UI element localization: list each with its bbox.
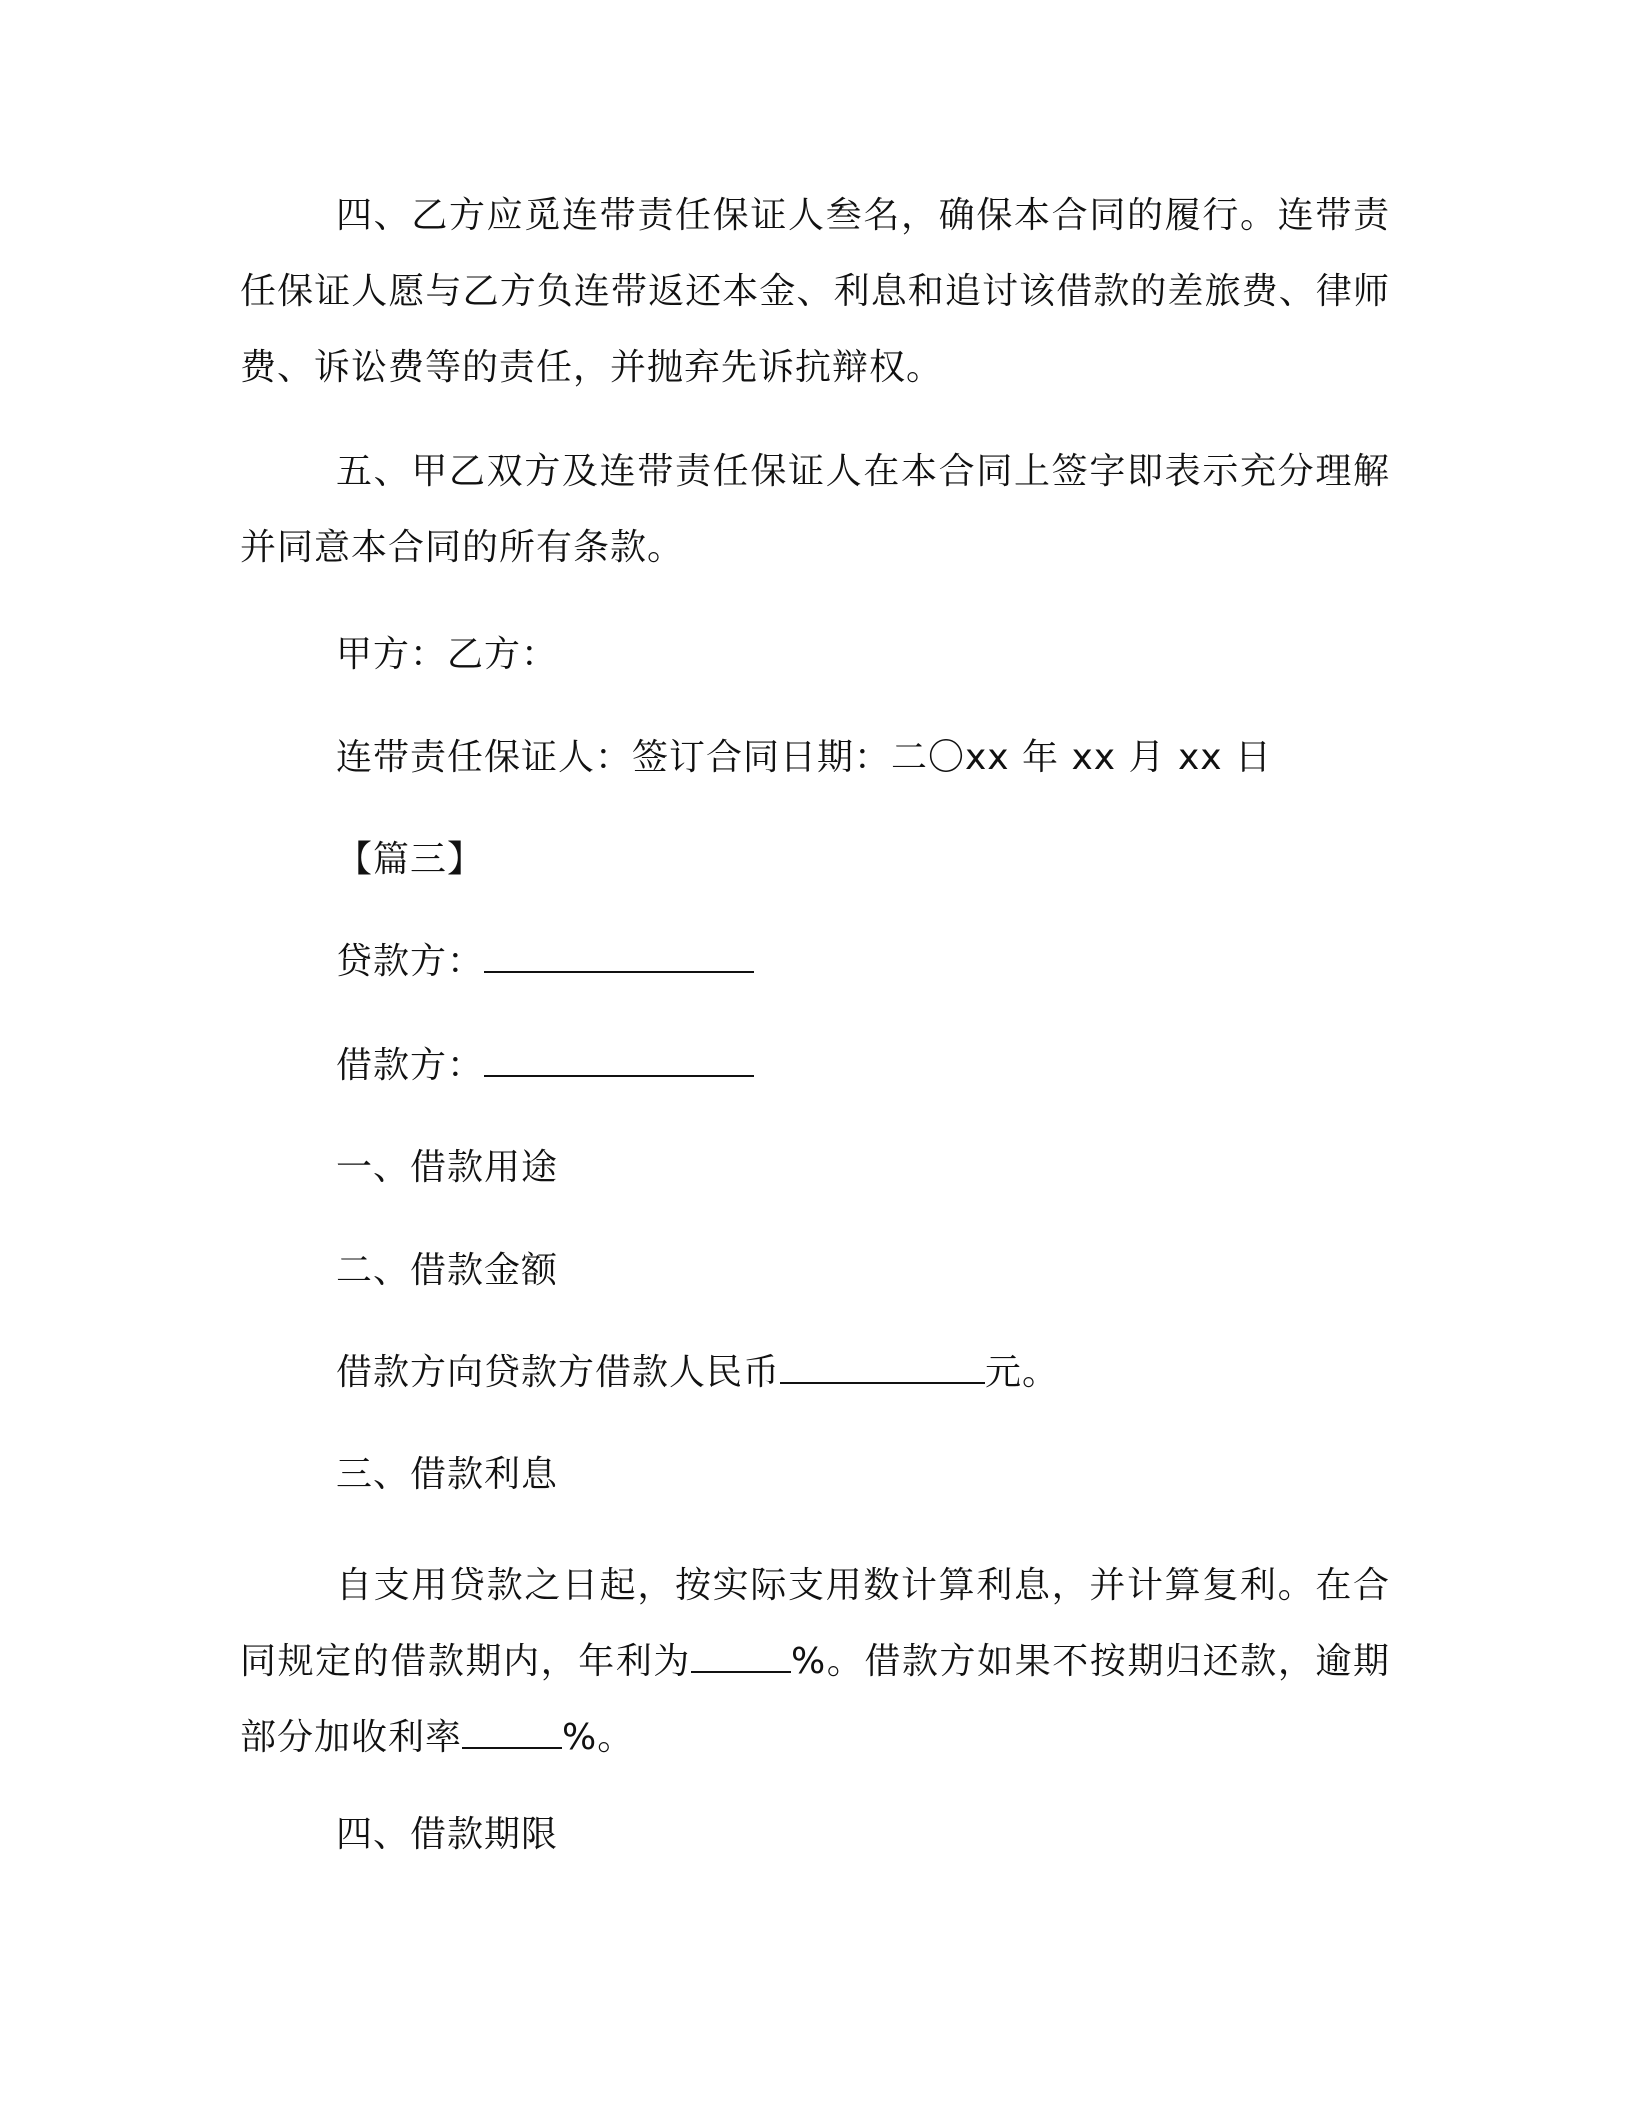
lender-label: 贷款方： xyxy=(336,941,485,982)
interest-text-1: 自支用贷款之日起，按实际支用数计算利息，并计算复利。在合同规定的借款期内，年利为 xyxy=(240,1565,1390,1682)
borrower-blank xyxy=(484,1041,754,1077)
interest-paragraph xyxy=(240,1548,1390,1776)
section-title: 【篇三】 xyxy=(336,839,485,880)
clause-four-paragraph: 四、乙方应觅连带责任保证人叁名，确保本合同的履行。连带责任保证人愿与乙方负连带返还本金、利息和追讨该借款的差旅费、律师费、诉讼费等的责任，并抛弃先诉抗辩权。 xyxy=(240,195,1390,388)
item-loan-purpose: 一、借款用途 xyxy=(336,1147,559,1188)
item-loan-term: 四、借款期限 xyxy=(336,1814,559,1855)
amount-blank xyxy=(780,1348,985,1384)
interest-text-2: %。借款方如果不按期归还款，逾期部分加收利率 xyxy=(240,1641,1390,1758)
loan-amount-line xyxy=(336,1348,1059,1398)
borrower-label: 借款方： xyxy=(336,1045,485,1086)
annual-rate-blank xyxy=(691,1637,791,1673)
interest-text-3: %。 xyxy=(562,1717,635,1758)
item-loan-amount: 二、借款金额 xyxy=(336,1250,559,1291)
lender-blank xyxy=(484,937,754,973)
guarantor-date-line: 连带责任保证人：签订合同日期：二〇xx 年 xx 月 xx 日 xyxy=(336,737,1273,778)
amount-prefix: 借款方向贷款方借款人民币 xyxy=(336,1352,781,1393)
borrower-line xyxy=(336,1041,754,1091)
overdue-rate-blank xyxy=(462,1713,562,1749)
item-loan-interest: 三、借款利息 xyxy=(336,1454,559,1495)
clause-five-paragraph: 五、甲乙双方及连带责任保证人在本合同上签字即表示充分理解并同意本合同的所有条款。 xyxy=(240,451,1390,568)
lender-line xyxy=(336,937,754,987)
amount-suffix: 元。 xyxy=(985,1352,1060,1393)
parties-line: 甲方：乙方： xyxy=(336,634,559,675)
